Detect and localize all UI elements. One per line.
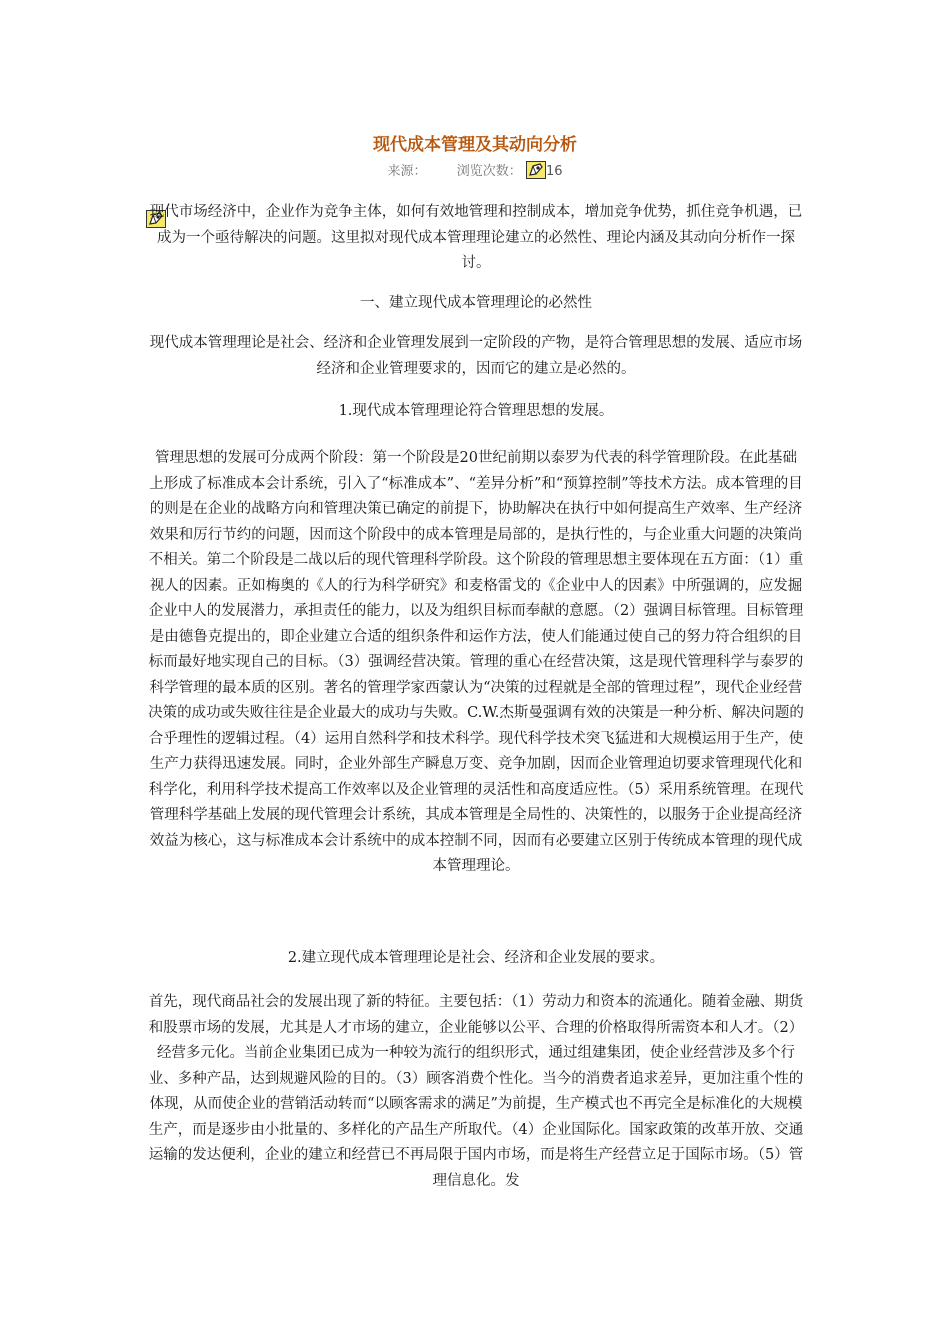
sub1-heading: 1.现代成本管理理论符合管理思想的发展。 xyxy=(338,403,614,419)
source-label: 来源： xyxy=(387,164,427,179)
pencil-icon xyxy=(526,161,546,179)
views-count: 16 xyxy=(545,164,563,179)
section1-paragraph: 现代成本管理理论是社会、经济和企业管理发展到一定阶段的产物，是符合管理思想的发展、适应市场经济和企业管理要求的，因而它的建立是必然的。 xyxy=(149,335,803,377)
sub1-paragraph: 管理思想的发展可分成两个阶段：第一个阶段是20世纪前期以泰罗为代表的科学管理阶段。在此基础上形成了标准成本会计系统，引入了“标准成本”、“差异分析”和“预算控制”等技术方法。成本管理的目的则是在企业的战略方向和管理决策已确定的前提下，协助解决在执行中如何提高生产效率、生产经济效果和厉行节约的问题，因而这个阶段中的成本管理是局部的，是执行性的，与企业重大问题的决策尚不相关。第二个阶段是二战以后的现代管理科学阶段。这个阶段的管理思想主要体现在五方面：（1）重视人的因素。正如梅奥的《人的行为科学研究》和麦格雷戈的《企业中人的因素》中所强调的，应发掘企业中人的发展潜力，承担责任的能力，以及为组织目标而奉献的意愿。（2）强调目标管理。目标管理是由德鲁克提出的，即企业建立合适的组织条件和运作方法，使人们能通过使自己的努力符合组织的目标而最好地实现自己的目标。（3）强调经营决策。管理的重心在经营决策，这是现代管理科学与泰罗的科学管理的最本质的区别。著名的管理学家西蒙认为“决策的过程就是全部的管理过程”，现代企业经营决策的成功或失败往往是企业最大的成功与失败。C.W.杰斯曼强调有效的决策是一种分析、解决问题的合乎理性的逻辑过程。（4）运用自然科学和技术科学。现代科学技术突飞猛进和大规模运用于生产，使生产力获得迅速发展。同时，企业外部生产瞬息万变、竞争加剧，因而企业管理迫切要求管理现代化和科学化，利用科学技术提高工作效率以及企业管理的灵活性和高度适应性。（5）采用系统管理。在现代管理科学基础上发展的现代管理会计系统，其成本管理是全局性的、决策性的，以服务于企业提高经济效益为核心，这与标准成本会计系统中的成本控制不同，因而有必要建立区别于传统成本管理的现代成本管理理论。 xyxy=(148,450,804,874)
intro-paragraph: 现代市场经济中，企业作为竞争主体，如何有效地管理和控制成本，增加竞争优势，抓住竞争机遇，已成为一个亟待解决的问题。这里拟对现代成本管理理论建立的必然性、理论内涵及其动向分析作一探讨。 xyxy=(149,204,803,271)
sub2-heading: 2.建立现代成本管理理论是社会、经济和企业发展的要求。 xyxy=(287,950,665,966)
article-title: 现代成本管理及其动向分析 xyxy=(373,135,577,155)
sub2-paragraph: 首先，现代商品社会的发展出现了新的特征。主要包括：（1）劳动力和资本的流通化。随着金融、期货和股票市场的发展，尤其是人才市场的建立，企业能够以公平、合理的价格取得所需资本和人才。（2）经营多元化。当前企业集团已成为一种较为流行的组织形式，通过组建集团，使企业经营涉及多个行业、多种产品，达到规避风险的目的。（3）顾客消费个性化。当今的消费者追求差异，更加注重个性的体现，从而使企业的营销活动转而“以顾客需求的满足”为前提，生产模式也不再完全是标准化的大规模生产，而是逐步由小批量的、多样化的产品生产所取代。（4）企业国际化。国家政策的改革开放、交通运输的发达便利，企业的建立和经营已不再局限于国内市场，而是将生产经营立足于国际市场。（5）管理信息化。发 xyxy=(148,994,804,1189)
section1-heading: 一、建立现代成本管理理论的必然性 xyxy=(360,295,592,311)
article-meta xyxy=(0,160,950,179)
views-label: 浏览次数： xyxy=(456,164,522,179)
